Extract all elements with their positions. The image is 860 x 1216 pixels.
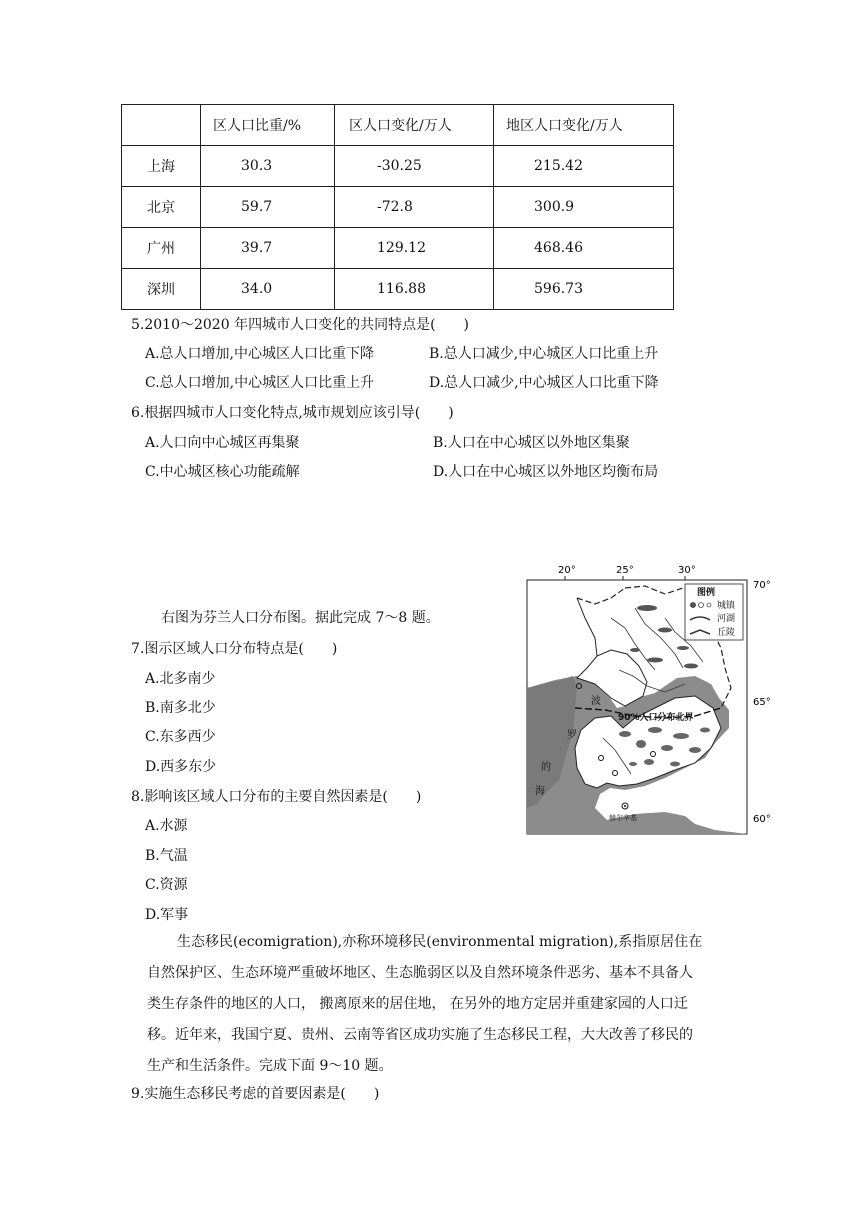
table-row <box>122 146 674 187</box>
sea-label-char: 的 <box>541 762 551 773</box>
question-7-option-c: C.东多西少 <box>145 729 216 745</box>
table-cell: 116.88 <box>335 269 494 310</box>
question-6-option-b: B.人口在中心城区以外地区集聚 <box>433 435 630 451</box>
passage-line: 生态移民(ecomigration),亦称环境移民(environmental migration),系指原居住在 <box>177 934 703 950</box>
table-cell-city: 上海 <box>122 146 201 187</box>
table-row <box>122 269 674 310</box>
lake <box>647 658 663 663</box>
table-header-cell <box>122 105 201 146</box>
table-header-row <box>122 105 674 146</box>
passage-line: 类生存条件的地区的人口， 搬离原来的居住地， 在另外的地方定居并重建家园的人口迁 <box>147 996 688 1012</box>
intro-7-8: 右图为芬兰人口分布图。据此完成 7～8 题。 <box>161 610 440 626</box>
lon-label: 20° <box>558 565 576 576</box>
table-cell: 30.3 <box>201 146 335 187</box>
question-8-stem: 8.影响该区域人口分布的主要自然因素是( ) <box>131 789 422 805</box>
table-cell: 215.42 <box>494 146 674 187</box>
question-5-stem: 5.2010～2020 年四城市人口变化的共同特点是( ) <box>131 317 469 333</box>
lat-label: 70° <box>753 580 771 591</box>
table-cell-city: 深圳 <box>122 269 201 310</box>
legend-item-label: 城镇 <box>717 601 736 611</box>
finland-population-map <box>515 558 775 843</box>
table-header-cell: 区人口比重/% <box>201 105 335 146</box>
sea-label-char: 罗 <box>567 730 577 741</box>
table-header-cell: 地区人口变化/万人 <box>494 105 674 146</box>
table-cell: 39.7 <box>201 228 335 269</box>
lake <box>670 762 680 767</box>
question-8-option-c: C.资源 <box>145 877 188 893</box>
legend-item-label: 河湖 <box>717 614 736 624</box>
sea-label-char: 海 <box>535 786 545 797</box>
lon-label: 25° <box>616 565 634 576</box>
question-7-option-a: A.北多南少 <box>145 671 216 687</box>
table-cell: -30.25 <box>335 146 494 187</box>
table-cell: 59.7 <box>201 187 335 228</box>
table-cell-city: 广州 <box>122 228 201 269</box>
question-8-option-b: B.气温 <box>145 848 188 864</box>
lake <box>630 648 640 652</box>
question-5-option-d: D.总人口减少,中心城区人口比重下降 <box>429 375 659 391</box>
lake <box>700 728 710 733</box>
population-table <box>121 104 674 310</box>
table-row <box>122 228 674 269</box>
lat-label: 60° <box>753 814 771 825</box>
table-cell: 300.9 <box>494 187 674 228</box>
lake <box>673 733 689 739</box>
capital-label: 赫尔辛基 <box>609 814 637 822</box>
lake <box>619 731 631 737</box>
table-cell: 129.12 <box>335 228 494 269</box>
lake <box>629 762 637 766</box>
question-5-option-a: A.总人口增加,中心城区人口比重下降 <box>145 346 375 362</box>
passage-line: 自然保护区、生态环境严重破坏地区、生态脆弱区以及自然环境条件恶劣、基本不具备人 <box>147 965 693 981</box>
lake <box>644 759 654 765</box>
lon-label: 30° <box>678 565 696 576</box>
table-row <box>122 187 674 228</box>
table-cell-city: 北京 <box>122 187 201 228</box>
table-cell: 468.46 <box>494 228 674 269</box>
question-7-option-b: B.南多北少 <box>145 700 216 716</box>
lake <box>637 605 657 611</box>
lake <box>636 740 646 748</box>
table-cell: -72.8 <box>335 187 494 228</box>
question-8-option-a: A.水源 <box>145 818 188 834</box>
table-header-cell: 区人口变化/万人 <box>335 105 494 146</box>
lake <box>684 664 698 669</box>
question-6-option-d: D.人口在中心城区以外地区均衡布局 <box>433 464 659 480</box>
question-6-option-c: C.中心城区核心功能疏解 <box>145 464 300 480</box>
question-5-option-c: C.总人口增加,中心城区人口比重上升 <box>145 375 375 391</box>
lat-label: 65° <box>753 697 771 708</box>
lake <box>658 628 672 633</box>
question-8-option-d: D.军事 <box>145 907 189 923</box>
legend-item-label: 丘陵 <box>717 628 736 638</box>
question-9-stem: 9.实施生态移民考虑的首要因素是( ) <box>131 1086 380 1102</box>
lake <box>689 747 701 753</box>
table-cell: 34.0 <box>201 269 335 310</box>
question-6-option-a: A.人口向中心城区再集聚 <box>145 435 300 451</box>
lake <box>661 745 673 751</box>
question-6-stem: 6.根据四城市人口变化特点,城市规划应该引导( ) <box>131 405 454 421</box>
legend-title: 图例 <box>697 588 716 598</box>
passage-line: 生产和生活条件。完成下面 9～10 题。 <box>147 1058 393 1074</box>
lake <box>648 727 662 733</box>
population-boundary-label: 90%人口分布北界 <box>618 713 694 723</box>
sea-label-char: 波 <box>591 696 601 707</box>
question-5-option-b: B.总人口减少,中心城区人口比重上升 <box>429 346 659 362</box>
legend-town-icon <box>691 603 696 608</box>
lake <box>677 646 689 650</box>
question-7-stem: 7.图示区域人口分布特点是( ) <box>131 641 338 657</box>
passage-line: 移。近年来，我国宁夏、贵州、云南等省区成功实施了生态移民工程，大大改善了移民的 <box>147 1027 693 1043</box>
table-cell: 596.73 <box>494 269 674 310</box>
question-7-option-d: D.西多东少 <box>145 759 217 775</box>
